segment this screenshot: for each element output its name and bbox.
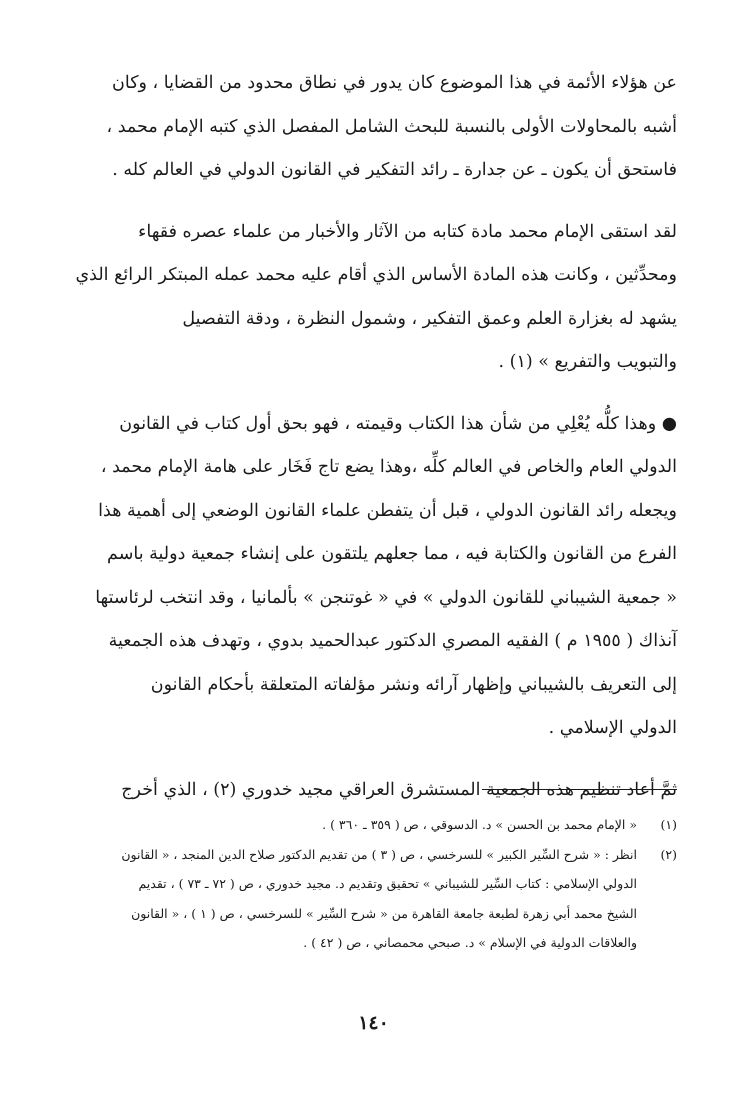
body-line: ومحدِّثين ، وكانت هذه المادة الأساس الذي أقام عليه محمد عمله المبتكر الرائع الذي: [75, 265, 677, 285]
footnote-number: (١): [660, 817, 677, 832]
body-line: إلى التعريف بالشيباني وإظهار آرائه ونشر مؤلفاته المتعلقة بأحكام القانون: [150, 674, 677, 695]
footnote-divider: [482, 789, 677, 790]
body-line: يشهد له بغزارة العلم وعمق التفكير ، وشمول النظرة ، ودقة التفصيل: [182, 308, 677, 329]
body-line: ● وهذا كلُّه يُعْلِي من شأن هذا الكتاب وقيمته ، فهو بحق أول كتاب في القانون: [119, 413, 677, 434]
footnote-line: « الإمام محمد بن الحسن » د. الدسوقي ، ص ( ٣٥٩ ـ ٣٦٠ ) .: [322, 817, 637, 832]
footnote-line: الدولي الإسلامي : كتاب السِّير للشيباني » تحقيق وتقديم د. مجيد خدوري ، ص ( ٧٢ ـ ٧٣ ) ، تقديم: [138, 876, 637, 891]
footnote-2: [70, 840, 677, 958]
footnotes: [70, 810, 677, 958]
page-number: ١٤٠: [358, 1012, 389, 1034]
footnote-1: [70, 810, 677, 840]
body-line: الفرع من القانون والكتابة فيه ، مما جعلهم يلتقون على إنشاء جمعية دولية باسم: [107, 544, 677, 564]
body-line: عن هؤلاء الأئمة في هذا الموضوع كان يدور في نطاق محدود من القضايا ، وكان: [112, 73, 677, 93]
footnote-line: انظر : « شرح السِّير الكبير » للسرخسي ، ص ( ٣ ) من تقديم الدكتور صلاح الدين المنجد ، « القانون: [121, 846, 637, 862]
body-line: والتبويب والتفريع » (١) .: [498, 352, 677, 372]
footnote-text: [70, 840, 637, 958]
body-line: الدولي العام والخاص في العالم كلِّه ،وهذا يضع تاج فَخَار على هامة الإمام محمد ،: [100, 457, 677, 477]
body-line: الدولي الإسلامي .: [548, 718, 677, 738]
body-line: ثمَّ أعاد تنظيم هذه الجمعية المستشرق العراقي مجيد خدوري (٢) ، الذي أخرج: [121, 779, 677, 800]
footnote-text: [70, 810, 637, 840]
body-line: لقد استقى الإمام محمد مادة كتابه من الآثار والأخبار من علماء عصره فقهاء: [138, 221, 677, 242]
body-line: « جمعية الشيباني للقانون الدولي » في « غوتنجن » بألمانيا ، وقد انتخب لرئاستها: [95, 587, 677, 608]
footnote-number: (٢): [660, 846, 677, 862]
main-text: [70, 62, 677, 812]
footnote-line: والعلاقات الدولية في الإسلام » د. صبحي محمصاني ، ص ( ٤٢ ) .: [303, 935, 637, 950]
body-line: أشبه بالمحاولات الأولى بالنسبة للبحث الشامل المفصل الذي كتبه الإمام محمد ،: [106, 116, 677, 137]
book-page: [70, 62, 677, 1095]
body-line: ويجعله رائد القانون الدولي ، قبل أن يتفطن علماء القانون الوضعي إلى أهمية هذا: [98, 500, 677, 521]
footnote-line: الشيخ محمد أبي زهرة لطبعة جامعة القاهرة من « شرح السِّير » للسرخسي ، ص ( ١ ) ، « القانون: [131, 905, 637, 921]
body-line: فاستحق أن يكون ـ عن جدارة ـ رائد التفكير في القانون الدولي في العالم كله .: [112, 160, 677, 180]
body-line: آنذاك ( ١٩٥٥ م ) الفقيه المصري الدكتور عبدالحميد بدوي ، وتهدف هذه الجمعية: [108, 631, 677, 651]
